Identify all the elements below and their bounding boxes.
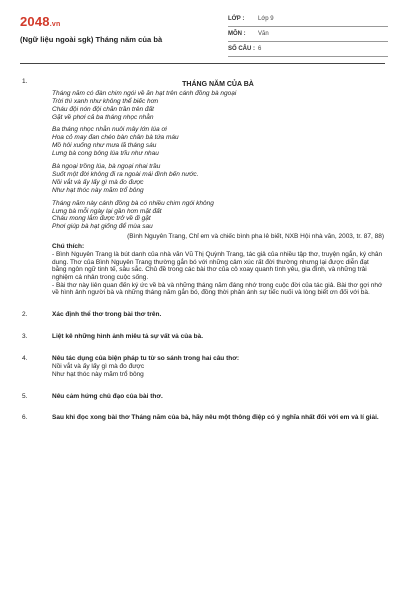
question-text: Liệt kê những hình ảnh miêu tả sự vất vả của bà. (52, 332, 204, 340)
poem-line: Hoa cỏ may đan chéo bàn chân bà tứa máu (52, 134, 179, 142)
question-text: Sau khi đọc xong bài thơ Tháng năm của bà, hãy nêu một thông điệp có ý nghĩa nhất đối với em và lí giải. (52, 414, 379, 422)
meta-label: LỚP : (228, 16, 245, 22)
meta-row-class (228, 12, 388, 27)
meta-label: SỐ CÂU : (228, 46, 255, 52)
question-number: 2. (22, 311, 28, 319)
question-text: Nêu tác dụng của biện pháp tu từ so sánh trong hai câu thơ: (52, 354, 240, 362)
poem-line: Suốt một đời không đi ra ngoài mái đình bến nước. (52, 170, 199, 178)
site-logo[interactable] (20, 14, 60, 29)
stanza (52, 126, 384, 158)
passage-item (22, 78, 384, 297)
note-text: - Bài thơ này liên quan đến ký ức về bà và những tháng năm đáng nhớ trong cuộc đời của tác giả. Bài thơ gợi nhớ về hình ảnh người bà và những tháng năm gắn bó, đồng thời phản ánh sự tiếc nuối và lòng biết ơn đối với bà. (52, 281, 383, 297)
question-item (22, 414, 384, 422)
quoted-line: Nồi vắt và ấy lấy gì mà đo được (52, 362, 145, 370)
logo-suffix: .vn (49, 21, 61, 28)
question-item (22, 355, 384, 379)
stanza (52, 163, 384, 195)
poem-title: THÁNG NĂM CỦA BÀ (182, 81, 254, 88)
question-text: Nêu cảm hứng chủ đạo của bài thơ. (52, 392, 163, 400)
poem-line: Bà ngoại trồng lúa, bà ngoại nhai trầu (52, 163, 161, 171)
note-text: - Bình Nguyên Trang là bút danh của nhà văn Vũ Thị Quỳnh Trang, tác giả của nhiều tập thơ, truyện ngắn, ký chân dung. Thơ của Bình Nguyên Trang thường gắn bó với những cảm xúc rất đời thường nhưng lại được diễn đạt bằng ngôn ngữ tinh tế, sâu sắc. Chủ đề trong các bài thơ của cô xoay quanh tình yêu, gia đình, và những trải nghiệm cá nhân trong cuộc sống. (52, 250, 383, 281)
item-number: 1. (22, 78, 28, 85)
question-text: Xác định thể thơ trong bài thơ trên. (52, 311, 162, 319)
question-number: 6. (22, 414, 28, 422)
poem-line: Ba tháng nhọc nhằn nuôi mây lớn lúa ơi (52, 126, 167, 134)
stanza (52, 90, 384, 122)
poem-line: Như hạt thóc này mãm trổ bông (52, 186, 144, 194)
question-item (22, 311, 384, 319)
poem-line: Cháu đội nón đội chăn trần trên đất (52, 105, 154, 113)
document-title: (Ngữ liệu ngoài sgk) Tháng năm của bà (20, 35, 163, 44)
logo-text: 2048 (20, 14, 50, 29)
meta-value: Lớp 9 (258, 16, 274, 22)
stanza (52, 200, 384, 232)
poem-line: Phơi giúp bà hạt giống để mùa sau (52, 223, 153, 231)
question-item (22, 333, 384, 341)
poem-line: Tháng năm có đàn chim ngói về ăn hạt trên cánh đồng bà ngoại (52, 89, 237, 97)
quoted-line: Như hạt thóc này mãm trổ bông (52, 370, 144, 378)
poem-line: Tháng năm này cánh đồng bà có nhiều chim ngói không (52, 199, 214, 207)
poem-line: Trời thì xanh như không thể biếc hơn (52, 97, 159, 105)
meta-row-subject (228, 27, 388, 42)
poem-line: Gặt về phơi cả ba tháng nhọc nhằn (52, 113, 154, 121)
header-divider (20, 63, 385, 64)
notes-title: Chú thích: (52, 243, 85, 251)
meta-value: Văn (258, 31, 269, 37)
question-number: 5. (22, 392, 28, 400)
question-item (22, 393, 384, 401)
poem-line: Nồi vắt và ấy lấy gì mà đo được (52, 178, 144, 186)
passage-body (40, 78, 384, 297)
question-number: 4. (22, 354, 28, 362)
poem-line: Cháu mong lắm được trở về đi gặt (52, 215, 151, 223)
poem-line: Lưng bà mỗi ngày lại gần hơn mặt đất (52, 207, 162, 215)
question-number: 3. (22, 332, 28, 340)
question-body (40, 355, 384, 379)
meta-value: 6 (258, 46, 262, 52)
poem-line: Mồ hôi xuống như mưa lã tháng sáu (52, 142, 157, 150)
quoted-lines (52, 363, 384, 379)
poem-line: Lưng bà cong bông lúa trĩu như nhau (52, 150, 159, 158)
meta-label: MÔN : (228, 31, 246, 37)
poem-source: (Bình Nguyên Trang, Chỉ em và chiếc bình pha lê biết, NXB Hội nhà văn, 2003, tr. 87, 88) (127, 233, 384, 241)
worksheet-content (22, 78, 384, 422)
meta-info-table (228, 12, 388, 57)
meta-row-count (228, 42, 388, 57)
